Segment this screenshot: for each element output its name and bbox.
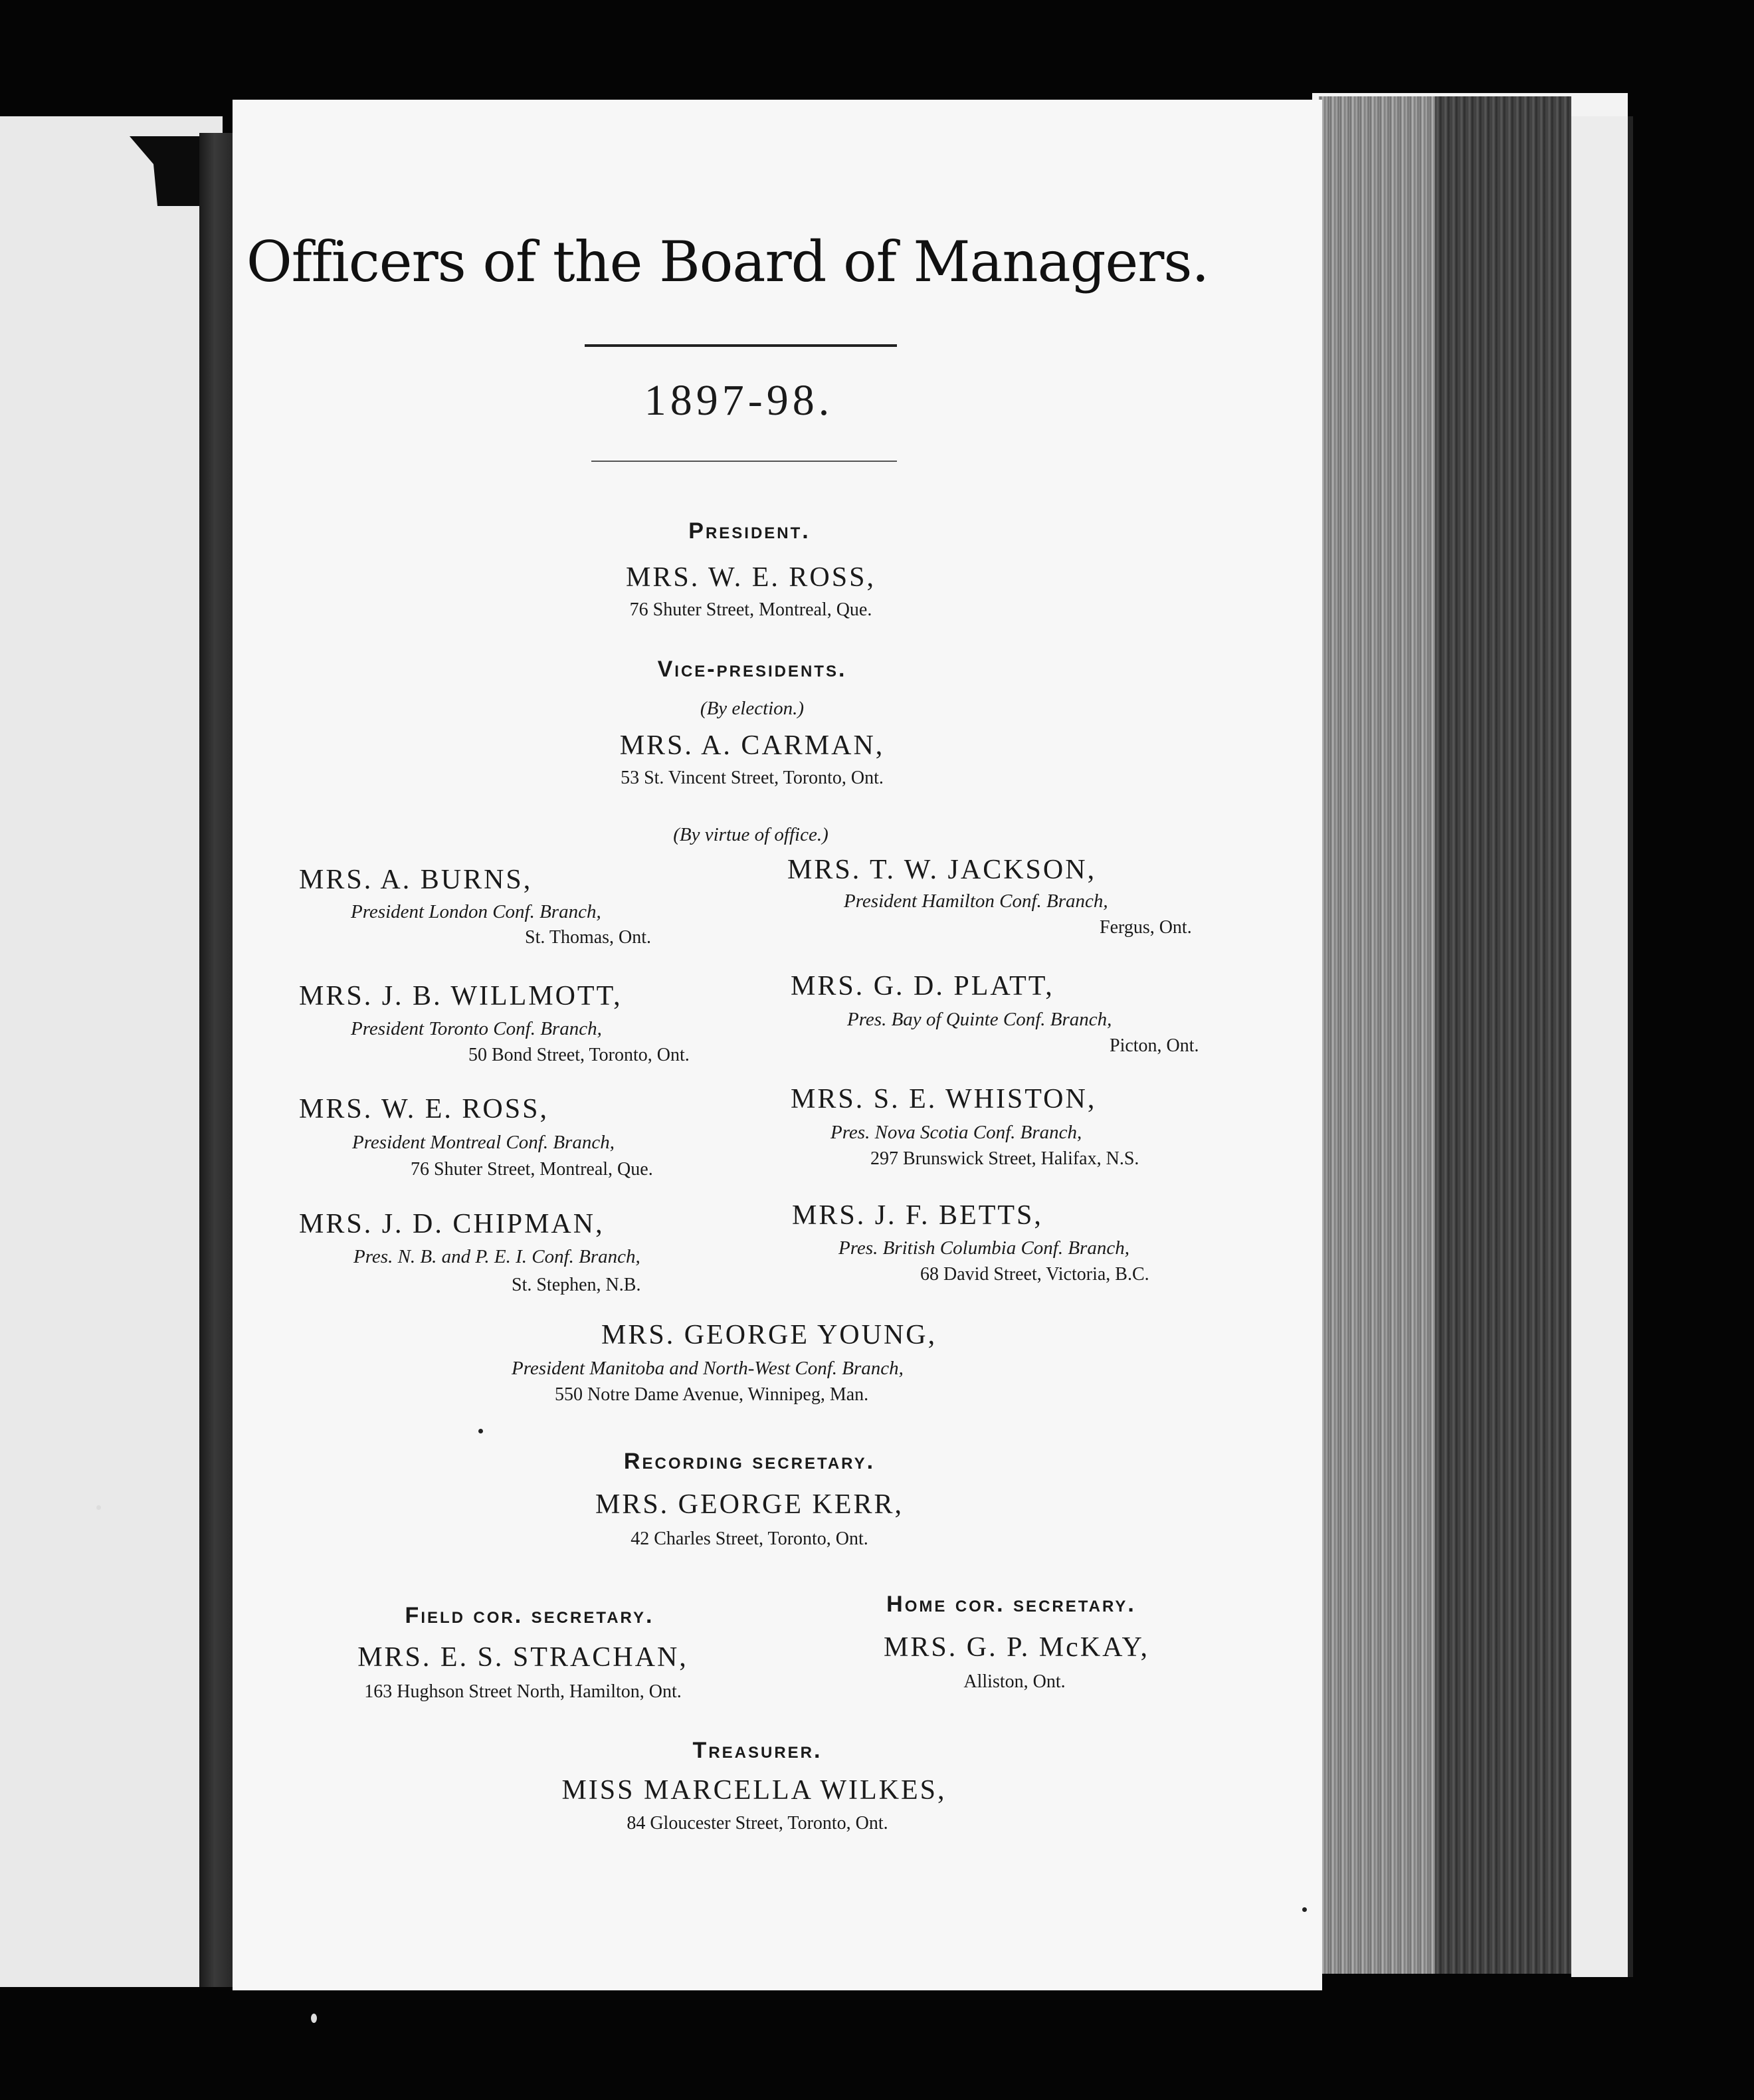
field-cor-secretary-heading: Field cor. secretary.: [405, 1603, 654, 1628]
page-title: Officers of the Board of Managers.: [246, 229, 1209, 294]
home-cor-secretary-heading: Home cor. secretary.: [886, 1592, 1136, 1617]
vp-role: Pres. N. B. and P. E. I. Conf. Branch,: [353, 1246, 640, 1267]
vp-address: 76 Shuter Street, Montreal, Que.: [411, 1159, 653, 1180]
page-edges-shadow: [1435, 96, 1571, 1974]
vp-name: MRS. J. B. WILLMOTT,: [299, 981, 623, 1011]
vp-address: 550 Notre Dame Avenue, Winnipeg, Man.: [555, 1384, 869, 1405]
by-office-note: (By virtue of office.): [673, 824, 828, 845]
print-speck: [1302, 1907, 1307, 1912]
vp-name: MRS. A. BURNS,: [299, 865, 533, 895]
vp-name: MRS. S. E. WHISTON,: [791, 1084, 1097, 1114]
vp-address: St. Thomas, Ont.: [525, 927, 652, 948]
left-facing-page: [0, 116, 223, 1987]
vp-address: St. Stephen, N.B.: [512, 1275, 641, 1295]
back-cover-edge: [1571, 116, 1633, 1977]
year-rule: [591, 461, 897, 462]
vp-role: President London Conf. Branch,: [351, 901, 601, 922]
recording-secretary-name: MRS. GEORGE KERR,: [595, 1489, 904, 1520]
vp-role: Pres. Bay of Quinte Conf. Branch,: [847, 1009, 1112, 1030]
film-speck: [96, 1505, 101, 1510]
president-heading: President.: [688, 518, 811, 544]
vp-name: MRS. W. E. ROSS,: [299, 1094, 549, 1124]
treasurer-heading: Treasurer.: [692, 1738, 823, 1763]
vp-role: President Manitoba and North-West Conf. Branch,: [512, 1358, 904, 1379]
vp-role: President Toronto Conf. Branch,: [351, 1018, 602, 1039]
vp-address: Fergus, Ont.: [1100, 917, 1192, 938]
vp-address: 297 Brunswick Street, Halifax, N.S.: [870, 1148, 1139, 1169]
president-address: 76 Shuter Street, Montreal, Que.: [629, 599, 872, 620]
president-name: MRS. W. E. ROSS,: [626, 562, 876, 593]
print-speck: [478, 1429, 483, 1433]
title-rule: [585, 344, 897, 347]
year-heading: 1897-98.: [644, 376, 834, 425]
vp-name: MRS. J. D. CHIPMAN,: [299, 1209, 605, 1239]
vp-address: Picton, Ont.: [1110, 1035, 1199, 1056]
vice-president-elected-address: 53 St. Vincent Street, Toronto, Ont.: [621, 768, 884, 788]
vp-role: President Montreal Conf. Branch,: [352, 1132, 615, 1153]
vp-name: MRS. GEORGE YOUNG,: [601, 1320, 937, 1350]
vp-role: President Hamilton Conf. Branch,: [844, 891, 1108, 912]
recording-secretary-address: 42 Charles Street, Toronto, Ont.: [631, 1528, 868, 1549]
by-election-note: (By election.): [700, 698, 805, 719]
vp-name: MRS. J. F. BETTS,: [792, 1200, 1043, 1231]
document-page: [233, 100, 1322, 1990]
vp-address: 68 David Street, Victoria, B.C.: [920, 1264, 1149, 1285]
home-cor-secretary-name: MRS. G. P. McKAY,: [884, 1632, 1149, 1663]
vp-name: MRS. G. D. PLATT,: [791, 971, 1054, 1001]
recording-secretary-heading: Recording secretary.: [623, 1449, 876, 1474]
vp-role: Pres. Nova Scotia Conf. Branch,: [830, 1122, 1082, 1143]
vp-address: 50 Bond Street, Toronto, Ont.: [468, 1045, 690, 1065]
field-cor-secretary-address: 163 Hughson Street North, Hamilton, Ont.: [364, 1681, 682, 1702]
film-speck: [311, 2014, 317, 2023]
home-cor-secretary-address: Alliston, Ont.: [963, 1671, 1066, 1692]
field-cor-secretary-name: MRS. E. S. STRACHAN,: [357, 1642, 688, 1673]
vp-role: Pres. British Columbia Conf. Branch,: [838, 1237, 1129, 1259]
vp-name: MRS. T. W. JACKSON,: [787, 855, 1097, 885]
vice-presidents-heading: Vice-presidents.: [657, 657, 847, 682]
vice-president-elected-name: MRS. A. CARMAN,: [619, 730, 885, 761]
treasurer-name: MISS MARCELLA WILKES,: [561, 1775, 947, 1806]
treasurer-address: 84 Gloucester Street, Toronto, Ont.: [627, 1813, 888, 1834]
